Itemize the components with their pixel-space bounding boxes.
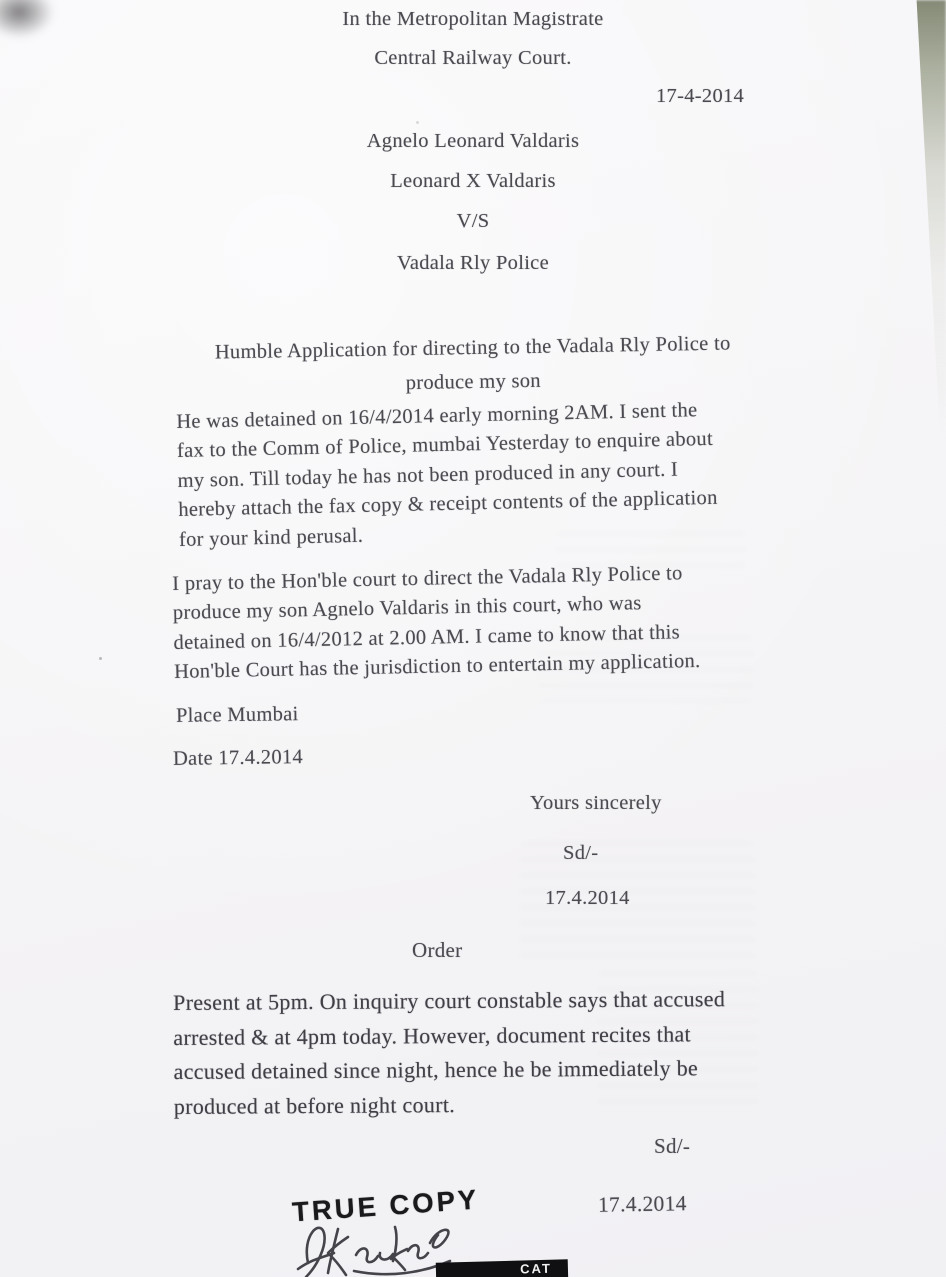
paragraph-line: my son. Till today he has not been produced in any court. I: [177, 458, 679, 492]
closing-salutation: Yours sincerely: [530, 792, 662, 814]
dust-speck: [416, 121, 419, 124]
closing-signed-abbrev: Sd/-: [563, 842, 599, 864]
dust-speck: [99, 657, 102, 660]
court-name: In the Metropolitan Magistrate: [342, 8, 604, 30]
closing-date: 17.4.2014: [545, 887, 630, 909]
place-line: Place Mumbai: [175, 703, 299, 727]
paragraph-line: accused detained since night, hence he be immediately be: [173, 1055, 699, 1085]
partial-advocate-stamp: CAT: [436, 1259, 569, 1277]
respondent-name: Vadala Rly Police: [397, 252, 549, 274]
application-subject: [0, 323, 946, 407]
applicant-name-1: Agnelo Leonard Valdaris: [366, 130, 580, 152]
paragraph-line: hereby attach the fax copy & receipt contents of the application: [178, 486, 718, 522]
paragraph-line: Present at 5pm. On inquiry court constable says that accused: [173, 986, 726, 1015]
versus-label: V/S: [456, 210, 490, 232]
paragraph-line: for your kind perusal.: [178, 524, 364, 551]
true-copy-stamp: TRUE COPY: [291, 1183, 481, 1228]
paragraph-line: arrested & at 4pm today. However, document recites that: [173, 1020, 692, 1050]
paragraph-line: fax to the Comm of Police, mumbai Yesterday to enquire about: [176, 428, 714, 463]
applicant-name-2: Leonard X Valdaris: [390, 170, 556, 192]
order-paragraph: [173, 982, 726, 1124]
date-line: Date 17.4.2014: [172, 746, 304, 770]
paragraph-line: I pray to the Hon'ble court to direct the Vadala Rly Police to: [172, 562, 683, 595]
subject-line-2: produce my son: [405, 369, 542, 395]
court-location: Central Railway Court.: [374, 47, 572, 69]
paragraph-line: detained on 16/4/2012 at 2.00 AM. I came to know that this: [173, 621, 681, 654]
order-date: 17.4.2014: [597, 1191, 687, 1217]
paragraph-line: produce my son Agnelo Valdaris in this court, who was: [172, 592, 642, 625]
header-date: 17-4-2014: [656, 85, 745, 107]
body-paragraph-1: [176, 396, 719, 555]
subject-line-1: Humble Application for directing to the Vadala Rly Police to: [214, 332, 731, 364]
body-paragraph-2: [172, 559, 701, 688]
order-heading: Order: [412, 938, 463, 962]
paragraph-line: Hon'ble Court has the jurisdiction to entertain my application.: [173, 650, 701, 684]
paragraph-line: produced at before night court.: [173, 1091, 456, 1119]
paragraph-line: He was detained on 16/4/2014 early morning 2AM. I sent the: [176, 399, 698, 433]
order-signed-abbrev: Sd/-: [654, 1134, 691, 1158]
